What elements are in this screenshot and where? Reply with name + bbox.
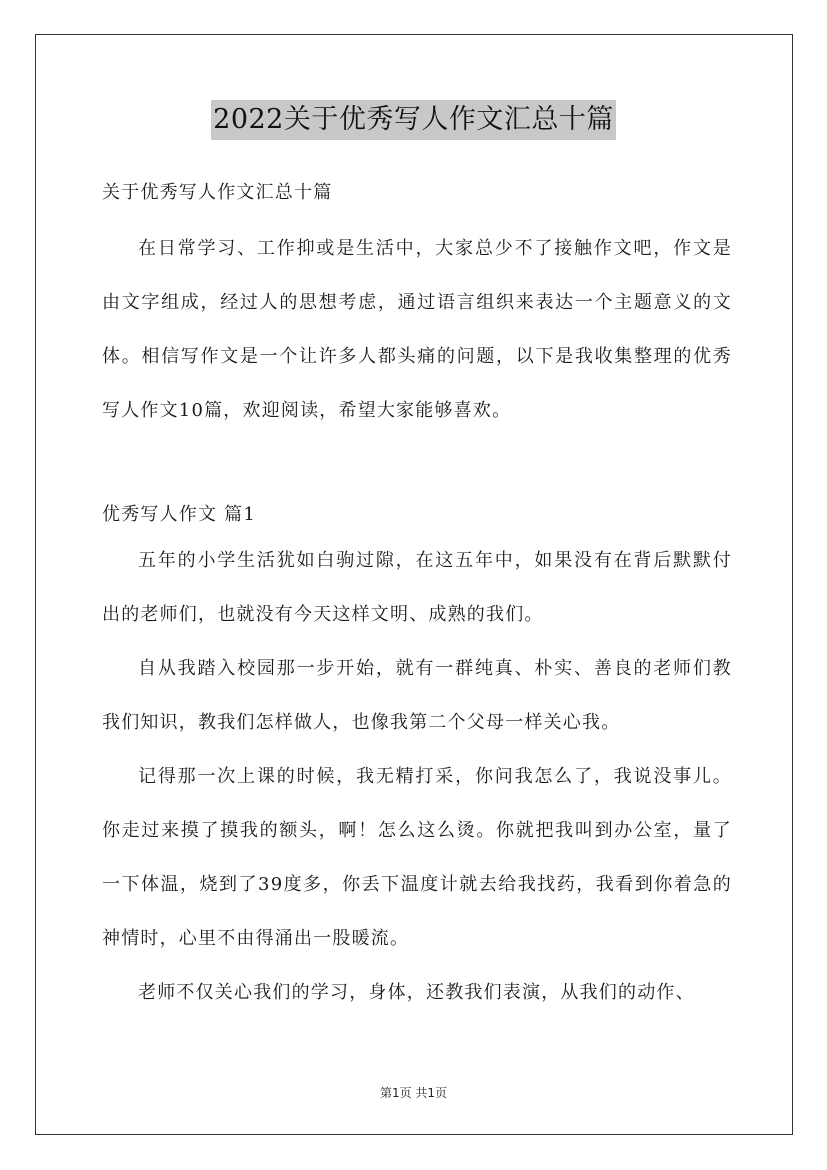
document-subtitle: 关于优秀写人作文汇总十篇: [102, 182, 333, 203]
document-body: [102, 172, 732, 1020]
document-title: 2022关于优秀写人作文汇总十篇: [211, 100, 616, 140]
page-footer: 第1页 共1页: [379, 1086, 448, 1100]
section-paragraph: 记得那一次上课的时候，我无精打采，你问我怎么了，我说没事儿。你走过来摸了摸我的额头，啊！怎么这么烫。你就把我叫到办公室，量了一下体温，烧到了39度多，你丢下温度计就去给我找药，我看到你着急的神情时，心里不由得涌出一股暖流。: [102, 766, 732, 949]
section-heading: 优秀写人作文 篇1: [102, 504, 256, 525]
section-paragraph: 自从我踏入校园那一步开始，就有一群纯真、朴实、善良的老师们教我们知识，教我们怎样做人，也像我第二个父母一样关心我。: [102, 658, 732, 733]
section-paragraph: 老师不仅关心我们的学习，身体，还教我们表演，从我们的动作、: [138, 982, 695, 1003]
title-container: [0, 100, 827, 140]
intro-paragraph: 在日常学习、工作抑或是生活中，大家总少不了接触作文吧，作文是由文字组成，经过人的思想考虑，通过语言组织来表达一个主题意义的文体。相信写作文是一个让许多人都头痛的问题，以下是我收集整理的优秀写人作文10篇，欢迎阅读，希望大家能够喜欢。: [102, 238, 732, 421]
section-paragraph: 五年的小学生活犹如白驹过隙，在这五年中，如果没有在背后默默付出的老师们，也就没有今天这样文明、成熟的我们。: [102, 550, 732, 625]
